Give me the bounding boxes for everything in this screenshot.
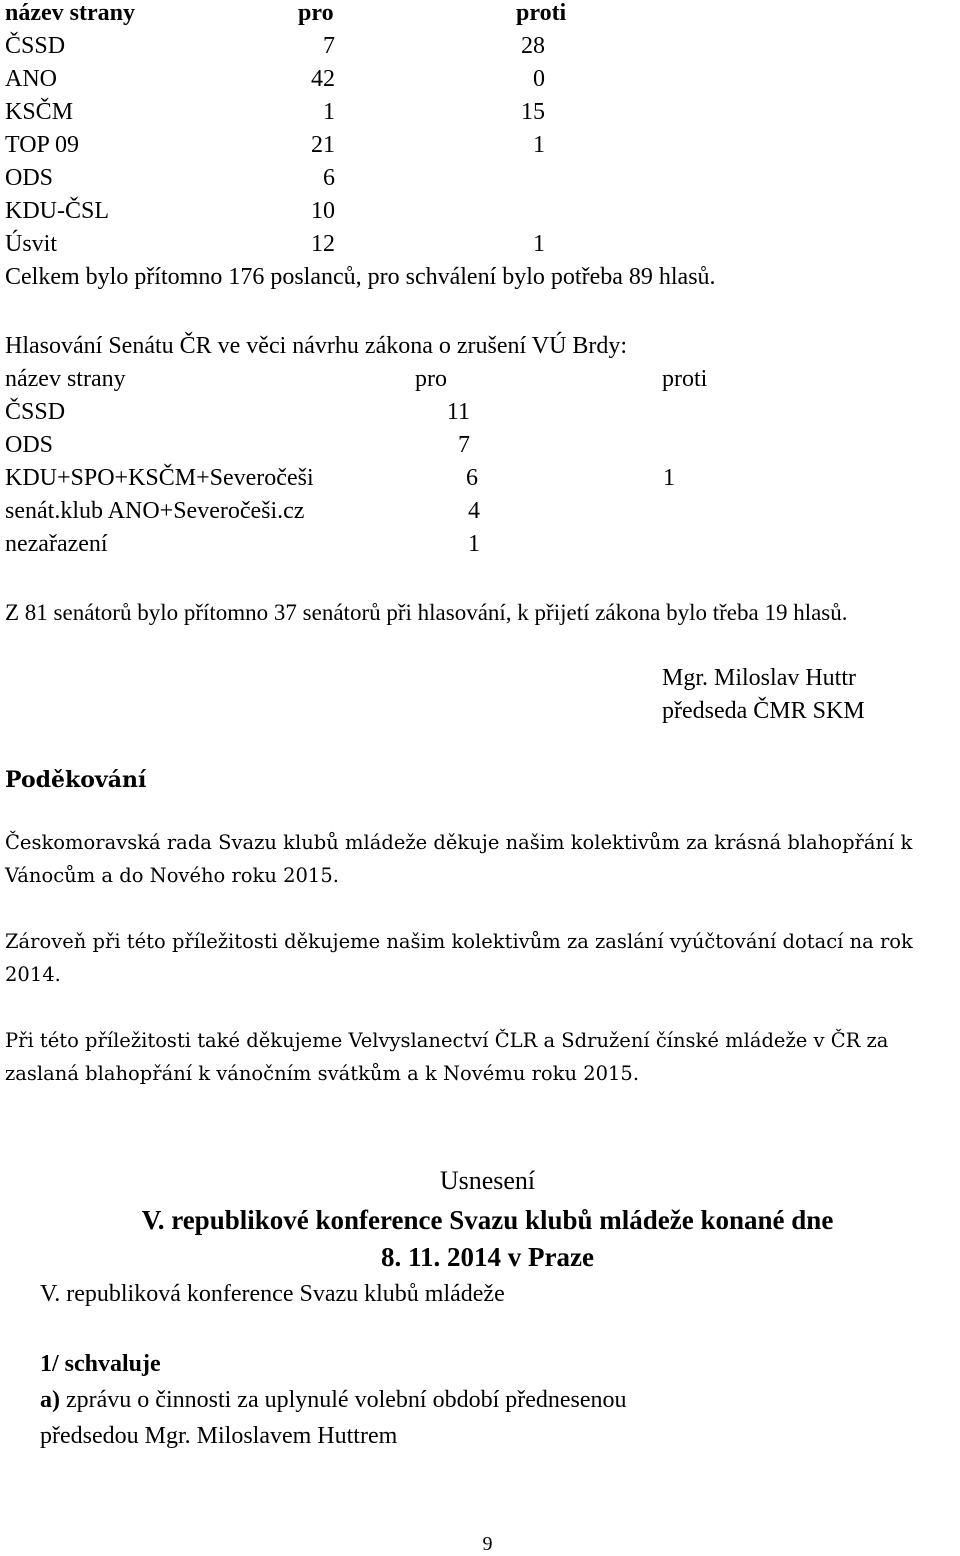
thanks-heading: Poděkování <box>5 767 147 793</box>
party-name: ČSSD <box>5 399 66 425</box>
pro-count: 42 <box>311 66 335 92</box>
pro-count: 7 <box>458 432 470 458</box>
party-name: Úsvit <box>5 231 58 257</box>
table-row <box>5 495 960 528</box>
pro-count: 21 <box>311 132 335 158</box>
item-label: a) <box>40 1387 60 1413</box>
signature-role: předseda ČMR SKM <box>662 698 865 724</box>
party-name: nezařazení <box>5 531 108 557</box>
pro-count: 4 <box>468 498 480 524</box>
party-name: KDU-ČSL <box>5 198 110 224</box>
proti-count: 15 <box>521 99 545 125</box>
party-name: ODS <box>5 432 54 458</box>
table-row <box>5 528 960 561</box>
pro-count: 11 <box>446 399 470 425</box>
table-row <box>5 129 960 162</box>
table-row <box>5 63 960 96</box>
table-row <box>5 96 960 129</box>
proti-count: 28 <box>521 33 545 59</box>
proti-count: 1 <box>533 231 545 257</box>
table-row <box>5 30 960 63</box>
table-row <box>5 228 960 261</box>
pro-count: 12 <box>311 231 335 257</box>
resolution-item-continuation: předsedou Mgr. Miloslavem Huttrem <box>40 1423 398 1449</box>
pro-count: 6 <box>323 165 335 191</box>
pro-count: 1 <box>468 531 480 557</box>
resolution-item <box>40 1384 627 1417</box>
senate-title: Hlasování Senátu ČR ve věci návrhu zákona o zrušení VÚ Brdy: <box>5 333 628 359</box>
resolution-subtitle-line-2: 8. 11. 2014 v Praze <box>381 1242 594 1272</box>
thanks-paragraph-1: Českomoravská rada Svazu klubů mládeže děkuje našim kolektivům za krásná blahopřání k Vánocům a do Nového roku 2015. <box>5 831 913 887</box>
header-party: název strany <box>5 366 126 392</box>
resolution-title: Usnesení <box>439 1166 536 1195</box>
thanks-paragraph-3: Při této příležitosti také děkujeme Velvyslanectví ČLR a Sdružení čínské mládeže v ČR za zaslaná blahopřání k vánočním svátkům a k Novému roku 2015. <box>5 1029 889 1085</box>
table-row <box>5 429 960 462</box>
party-name: ANO <box>5 66 57 92</box>
party-name: KSČM <box>5 99 74 125</box>
pro-count: 7 <box>323 33 335 59</box>
senate-summary: Z 81 senátorů bylo přítomno 37 senátorů při hlasování, k přijetí zákona bylo třeba 19 hlasů. <box>5 600 848 625</box>
party-name: KDU+SPO+KSČM+Severočeši <box>5 465 314 491</box>
proti-count: 1 <box>533 132 545 158</box>
resolution-point: 1/ schvaluje <box>40 1351 161 1377</box>
party-name: ČSSD <box>5 33 66 59</box>
header-proti: proti <box>662 366 708 392</box>
pro-count: 10 <box>311 198 335 224</box>
house-table-header <box>5 0 960 30</box>
proti-count: 1 <box>663 465 675 491</box>
header-pro: pro <box>415 366 447 392</box>
table-row <box>5 462 960 495</box>
header-pro: pro <box>298 0 334 26</box>
table-row <box>5 396 960 429</box>
table-row <box>5 162 960 195</box>
page-number: 9 <box>482 1533 493 1555</box>
pro-count: 1 <box>323 99 335 125</box>
house-summary: Celkem bylo přítomno 176 poslanců, pro schválení bylo potřeba 89 hlasů. <box>5 264 716 290</box>
header-party: název strany <box>5 0 135 26</box>
proti-count: 0 <box>533 66 545 92</box>
table-row <box>5 195 960 228</box>
signature-name: Mgr. Miloslav Huttr <box>662 665 857 691</box>
party-name: senát.klub ANO+Severočeši.cz <box>5 498 305 524</box>
pro-count: 6 <box>466 465 478 491</box>
party-name: ODS <box>5 165 54 191</box>
senate-table-header <box>5 363 960 396</box>
resolution-intro: V. republiková konference Svazu klubů mládeže <box>40 1281 505 1307</box>
party-name: TOP 09 <box>5 132 80 158</box>
header-proti: proti <box>516 0 567 26</box>
item-text: zprávu o činnosti za uplynulé volební období přednesenou <box>66 1387 627 1413</box>
thanks-paragraph-2: Zároveň při této příležitosti děkujeme našim kolektivům za zaslání vyúčtování dotací na rok 2014. <box>5 930 913 986</box>
resolution-subtitle-line-1: V. republikové konference Svazu klubů mládeže konané dne <box>141 1205 834 1235</box>
